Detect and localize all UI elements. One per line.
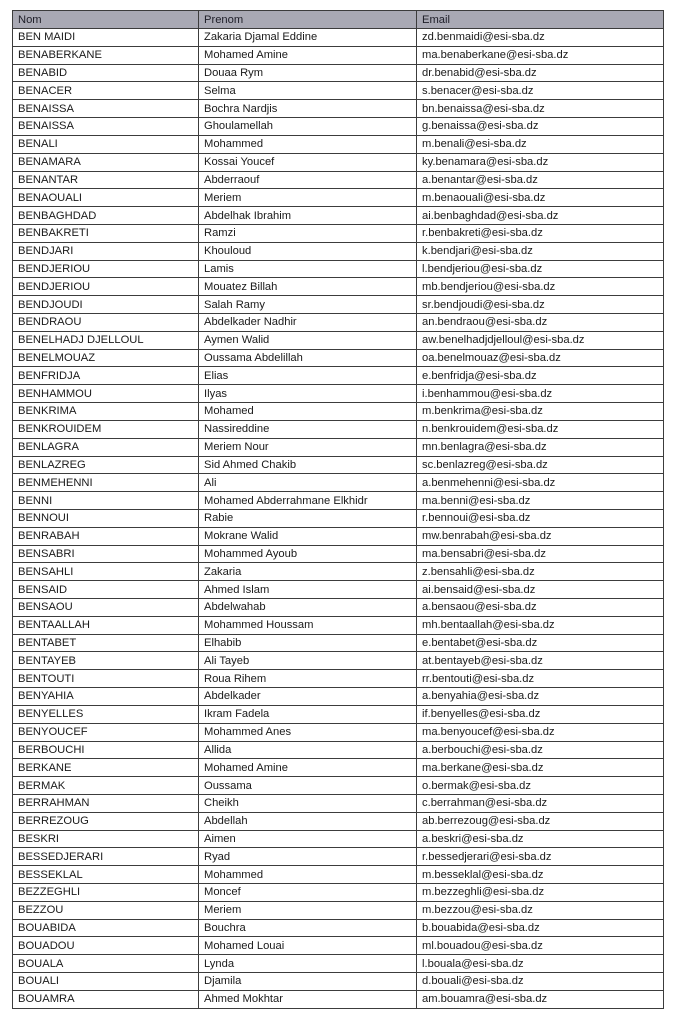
cell-prenom: Ilyas	[199, 385, 417, 403]
table-row	[13, 82, 664, 100]
cell-nom: BENABERKANE	[13, 46, 199, 64]
cell-nom: BERKANE	[13, 759, 199, 777]
cell-prenom: Djamila	[199, 973, 417, 991]
table-row	[13, 64, 664, 82]
cell-email: dr.benabid@esi-sba.dz	[417, 64, 664, 82]
table-row	[13, 990, 664, 1008]
cell-prenom: Mohamed Louai	[199, 937, 417, 955]
cell-prenom: Mouatez Billah	[199, 278, 417, 296]
table-row	[13, 331, 664, 349]
cell-nom: BENAMARA	[13, 153, 199, 171]
cell-prenom: Abdelkader Nadhir	[199, 314, 417, 332]
cell-prenom: Zakaria Djamal Eddine	[199, 29, 417, 47]
cell-nom: BENTAYEB	[13, 652, 199, 670]
header-prenom: Prenom	[199, 11, 417, 29]
table-row	[13, 420, 664, 438]
cell-email: ab.berrezoug@esi-sba.dz	[417, 812, 664, 830]
cell-prenom: Ahmed Islam	[199, 581, 417, 599]
cell-prenom: Elhabib	[199, 634, 417, 652]
table-row	[13, 456, 664, 474]
table-row	[13, 296, 664, 314]
cell-prenom: Khouloud	[199, 242, 417, 260]
cell-prenom: Mohammed Houssam	[199, 616, 417, 634]
cell-email: e.benfridja@esi-sba.dz	[417, 367, 664, 385]
cell-email: sr.bendjoudi@esi-sba.dz	[417, 296, 664, 314]
header-nom: Nom	[13, 11, 199, 29]
cell-email: ma.benaberkane@esi-sba.dz	[417, 46, 664, 64]
cell-nom: BENDJERIOU	[13, 260, 199, 278]
table-row	[13, 688, 664, 706]
cell-email: bn.benaissa@esi-sba.dz	[417, 100, 664, 118]
table-row	[13, 492, 664, 510]
cell-email: k.bendjari@esi-sba.dz	[417, 242, 664, 260]
cell-email: r.bennoui@esi-sba.dz	[417, 509, 664, 527]
cell-prenom: Ikram Fadela	[199, 705, 417, 723]
cell-email: zd.benmaidi@esi-sba.dz	[417, 29, 664, 47]
table-row	[13, 777, 664, 795]
cell-prenom: Lynda	[199, 955, 417, 973]
cell-nom: BENFRIDJA	[13, 367, 199, 385]
cell-email: a.berbouchi@esi-sba.dz	[417, 741, 664, 759]
table-row	[13, 670, 664, 688]
table-row	[13, 723, 664, 741]
cell-prenom: Ryad	[199, 848, 417, 866]
table-row	[13, 385, 664, 403]
cell-prenom: Aimen	[199, 830, 417, 848]
cell-prenom: Nassireddine	[199, 420, 417, 438]
cell-email: m.besseklal@esi-sba.dz	[417, 866, 664, 884]
student-table	[12, 10, 664, 1009]
cell-email: mh.bentaallah@esi-sba.dz	[417, 616, 664, 634]
cell-email: g.benaissa@esi-sba.dz	[417, 118, 664, 136]
cell-email: rr.bentouti@esi-sba.dz	[417, 670, 664, 688]
cell-email: a.benmehenni@esi-sba.dz	[417, 474, 664, 492]
cell-prenom: Meriem	[199, 189, 417, 207]
table-row	[13, 171, 664, 189]
cell-email: oa.benelmouaz@esi-sba.dz	[417, 349, 664, 367]
cell-email: m.benali@esi-sba.dz	[417, 135, 664, 153]
cell-email: d.bouali@esi-sba.dz	[417, 973, 664, 991]
cell-prenom: Selma	[199, 82, 417, 100]
cell-email: s.benacer@esi-sba.dz	[417, 82, 664, 100]
table-row	[13, 759, 664, 777]
cell-prenom: Mohamed Amine	[199, 759, 417, 777]
cell-email: an.bendraou@esi-sba.dz	[417, 314, 664, 332]
table-row	[13, 919, 664, 937]
cell-nom: BENELMOUAZ	[13, 349, 199, 367]
cell-email: m.bezzeghli@esi-sba.dz	[417, 884, 664, 902]
cell-prenom: Elias	[199, 367, 417, 385]
cell-prenom: Oussama	[199, 777, 417, 795]
table-row	[13, 616, 664, 634]
cell-nom: BENSABRI	[13, 545, 199, 563]
cell-nom: BENSAOU	[13, 599, 199, 617]
table-row	[13, 118, 664, 136]
table-row	[13, 278, 664, 296]
cell-email: ky.benamara@esi-sba.dz	[417, 153, 664, 171]
cell-email: r.bessedjerari@esi-sba.dz	[417, 848, 664, 866]
cell-email: o.bermak@esi-sba.dz	[417, 777, 664, 795]
cell-prenom: Ghoulamellah	[199, 118, 417, 136]
cell-email: z.bensahli@esi-sba.dz	[417, 563, 664, 581]
cell-prenom: Bochra Nardjis	[199, 100, 417, 118]
cell-nom: BERREZOUG	[13, 812, 199, 830]
table-row	[13, 901, 664, 919]
cell-prenom: Ali Tayeb	[199, 652, 417, 670]
cell-nom: BESSEDJERARI	[13, 848, 199, 866]
cell-nom: BENYAHIA	[13, 688, 199, 706]
cell-nom: BENMEHENNI	[13, 474, 199, 492]
cell-nom: BESSEKLAL	[13, 866, 199, 884]
cell-nom: BOUALI	[13, 973, 199, 991]
header-email: Email	[417, 11, 664, 29]
cell-email: n.benkrouidem@esi-sba.dz	[417, 420, 664, 438]
cell-email: l.bendjeriou@esi-sba.dz	[417, 260, 664, 278]
cell-prenom: Mohammed Anes	[199, 723, 417, 741]
table-row	[13, 884, 664, 902]
cell-email: sc.benlazreg@esi-sba.dz	[417, 456, 664, 474]
cell-prenom: Mohammed	[199, 866, 417, 884]
cell-prenom: Salah Ramy	[199, 296, 417, 314]
cell-nom: BOUABIDA	[13, 919, 199, 937]
cell-prenom: Ahmed Mokhtar	[199, 990, 417, 1008]
cell-nom: BENNOUI	[13, 509, 199, 527]
cell-nom: BENDJERIOU	[13, 278, 199, 296]
cell-prenom: Cheikh	[199, 794, 417, 812]
table-row	[13, 581, 664, 599]
table-row	[13, 29, 664, 47]
cell-prenom: Rabie	[199, 509, 417, 527]
cell-email: at.bentayeb@esi-sba.dz	[417, 652, 664, 670]
table-row	[13, 634, 664, 652]
cell-nom: BENAISSA	[13, 100, 199, 118]
cell-email: m.benkrima@esi-sba.dz	[417, 403, 664, 421]
table-row	[13, 652, 664, 670]
cell-email: l.bouala@esi-sba.dz	[417, 955, 664, 973]
cell-email: c.berrahman@esi-sba.dz	[417, 794, 664, 812]
cell-prenom: Abdelhak Ibrahim	[199, 207, 417, 225]
cell-prenom: Bouchra	[199, 919, 417, 937]
table-row	[13, 207, 664, 225]
student-list-sheet	[12, 10, 663, 1009]
cell-nom: BENAISSA	[13, 118, 199, 136]
cell-nom: BENLAZREG	[13, 456, 199, 474]
cell-prenom: Allida	[199, 741, 417, 759]
cell-email: b.bouabida@esi-sba.dz	[417, 919, 664, 937]
cell-nom: BEN MAIDI	[13, 29, 199, 47]
cell-prenom: Abdellah	[199, 812, 417, 830]
table-row	[13, 794, 664, 812]
table-row	[13, 599, 664, 617]
table-row	[13, 242, 664, 260]
cell-prenom: Aymen Walid	[199, 331, 417, 349]
cell-email: a.benyahia@esi-sba.dz	[417, 688, 664, 706]
cell-email: a.benantar@esi-sba.dz	[417, 171, 664, 189]
table-row	[13, 812, 664, 830]
cell-prenom: Meriem Nour	[199, 438, 417, 456]
table-row	[13, 705, 664, 723]
table-row	[13, 367, 664, 385]
cell-email: mw.benrabah@esi-sba.dz	[417, 527, 664, 545]
table-body	[13, 29, 664, 1009]
cell-prenom: Mohamed Abderrahmane Elkhidr	[199, 492, 417, 510]
cell-prenom: Zakaria	[199, 563, 417, 581]
cell-nom: BENRABAH	[13, 527, 199, 545]
cell-nom: BENSAID	[13, 581, 199, 599]
cell-email: ma.benni@esi-sba.dz	[417, 492, 664, 510]
cell-email: r.benbakreti@esi-sba.dz	[417, 224, 664, 242]
cell-email: ai.bensaid@esi-sba.dz	[417, 581, 664, 599]
cell-email: aw.benelhadjdjelloul@esi-sba.dz	[417, 331, 664, 349]
cell-prenom: Kossai Youcef	[199, 153, 417, 171]
table-row	[13, 545, 664, 563]
cell-nom: BERMAK	[13, 777, 199, 795]
cell-prenom: Ali	[199, 474, 417, 492]
cell-prenom: Moncef	[199, 884, 417, 902]
cell-prenom: Douaa Rym	[199, 64, 417, 82]
cell-nom: BENHAMMOU	[13, 385, 199, 403]
cell-nom: BEZZEGHLI	[13, 884, 199, 902]
cell-email: ai.benbaghdad@esi-sba.dz	[417, 207, 664, 225]
header-row	[13, 11, 664, 29]
cell-prenom: Meriem	[199, 901, 417, 919]
table-row	[13, 848, 664, 866]
cell-email: ma.bensabri@esi-sba.dz	[417, 545, 664, 563]
cell-email: am.bouamra@esi-sba.dz	[417, 990, 664, 1008]
cell-prenom: Abdelwahab	[199, 599, 417, 617]
table-row	[13, 224, 664, 242]
table-row	[13, 403, 664, 421]
cell-nom: BERBOUCHI	[13, 741, 199, 759]
cell-nom: BENACER	[13, 82, 199, 100]
table-row	[13, 135, 664, 153]
cell-prenom: Mohamed Amine	[199, 46, 417, 64]
cell-email: e.bentabet@esi-sba.dz	[417, 634, 664, 652]
table-row	[13, 189, 664, 207]
cell-nom: BENBAGHDAD	[13, 207, 199, 225]
table-row	[13, 866, 664, 884]
cell-nom: BENABID	[13, 64, 199, 82]
cell-nom: BENDJOUDI	[13, 296, 199, 314]
cell-nom: BENKROUIDEM	[13, 420, 199, 438]
cell-nom: BENLAGRA	[13, 438, 199, 456]
table-row	[13, 260, 664, 278]
cell-email: mb.bendjeriou@esi-sba.dz	[417, 278, 664, 296]
cell-nom: BENYELLES	[13, 705, 199, 723]
table-row	[13, 438, 664, 456]
table-row	[13, 741, 664, 759]
table-row	[13, 314, 664, 332]
cell-email: a.bensaou@esi-sba.dz	[417, 599, 664, 617]
cell-nom: BENELHADJ DJELLOUL	[13, 331, 199, 349]
cell-prenom: Sid Ahmed Chakib	[199, 456, 417, 474]
table-row	[13, 509, 664, 527]
cell-nom: BESKRI	[13, 830, 199, 848]
cell-prenom: Roua Rihem	[199, 670, 417, 688]
cell-nom: BENYOUCEF	[13, 723, 199, 741]
cell-email: m.benaouali@esi-sba.dz	[417, 189, 664, 207]
cell-prenom: Mohammed Ayoub	[199, 545, 417, 563]
cell-nom: BENANTAR	[13, 171, 199, 189]
cell-nom: BENAOUALI	[13, 189, 199, 207]
cell-nom: BOUAMRA	[13, 990, 199, 1008]
table-row	[13, 830, 664, 848]
cell-prenom: Mokrane Walid	[199, 527, 417, 545]
cell-email: mn.benlagra@esi-sba.dz	[417, 438, 664, 456]
table-row	[13, 937, 664, 955]
cell-nom: BENBAKRETI	[13, 224, 199, 242]
cell-nom: BENSAHLI	[13, 563, 199, 581]
cell-nom: BOUADOU	[13, 937, 199, 955]
cell-nom: BENKRIMA	[13, 403, 199, 421]
cell-email: a.beskri@esi-sba.dz	[417, 830, 664, 848]
cell-nom: BENNI	[13, 492, 199, 510]
cell-nom: BENTAALLAH	[13, 616, 199, 634]
cell-email: i.benhammou@esi-sba.dz	[417, 385, 664, 403]
table-row	[13, 46, 664, 64]
table-row	[13, 973, 664, 991]
table-row	[13, 527, 664, 545]
cell-nom: BENTABET	[13, 634, 199, 652]
cell-nom: BENALI	[13, 135, 199, 153]
cell-email: if.benyelles@esi-sba.dz	[417, 705, 664, 723]
table-row	[13, 955, 664, 973]
cell-email: ma.berkane@esi-sba.dz	[417, 759, 664, 777]
cell-nom: BOUALA	[13, 955, 199, 973]
cell-nom: BENTOUTI	[13, 670, 199, 688]
table-row	[13, 349, 664, 367]
cell-prenom: Mohammed	[199, 135, 417, 153]
cell-prenom: Lamis	[199, 260, 417, 278]
cell-prenom: Mohamed	[199, 403, 417, 421]
cell-prenom: Abdelkader	[199, 688, 417, 706]
cell-nom: BENDJARI	[13, 242, 199, 260]
cell-nom: BEZZOU	[13, 901, 199, 919]
table-row	[13, 474, 664, 492]
table-row	[13, 100, 664, 118]
cell-prenom: Ramzi	[199, 224, 417, 242]
cell-email: ml.bouadou@esi-sba.dz	[417, 937, 664, 955]
cell-prenom: Oussama Abdelillah	[199, 349, 417, 367]
cell-nom: BENDRAOU	[13, 314, 199, 332]
cell-email: ma.benyoucef@esi-sba.dz	[417, 723, 664, 741]
table-row	[13, 153, 664, 171]
cell-prenom: Abderraouf	[199, 171, 417, 189]
table-row	[13, 563, 664, 581]
cell-email: m.bezzou@esi-sba.dz	[417, 901, 664, 919]
cell-nom: BERRAHMAN	[13, 794, 199, 812]
